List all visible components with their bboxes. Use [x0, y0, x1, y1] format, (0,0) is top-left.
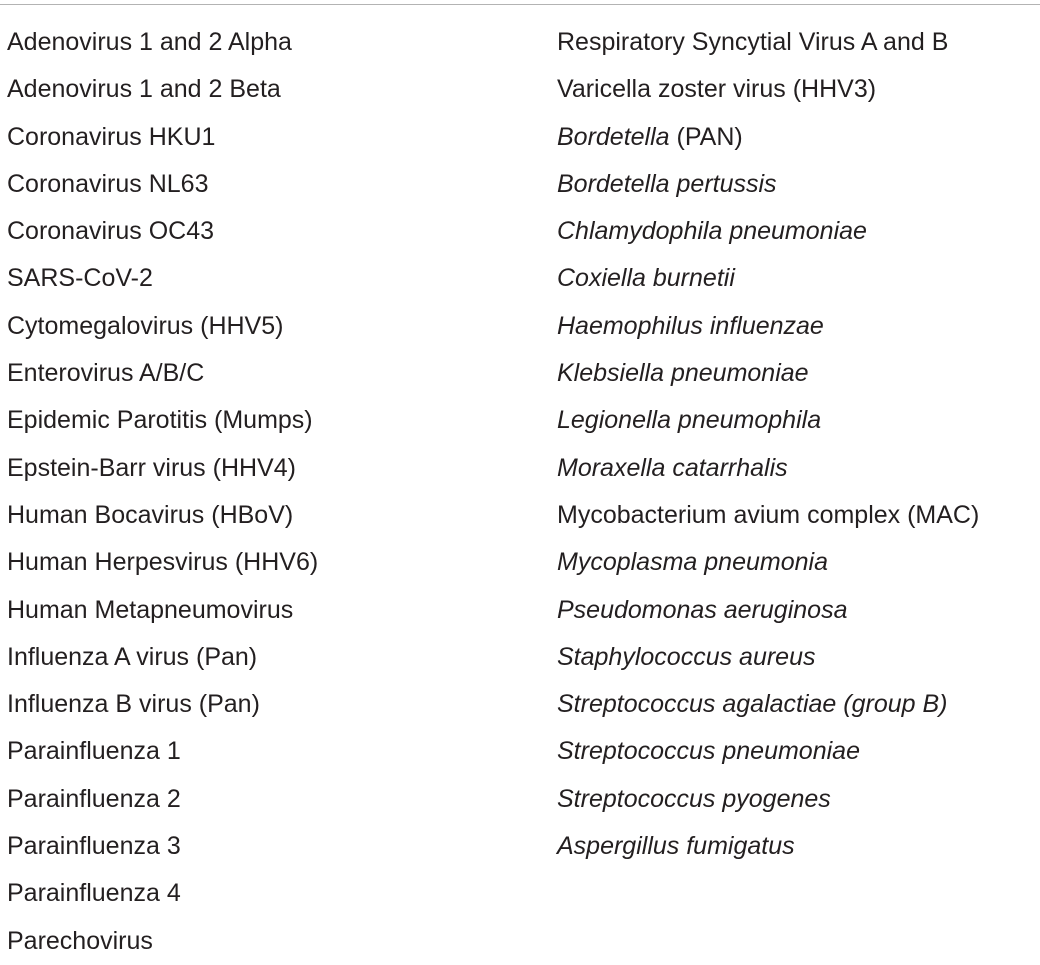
table-cell: Human Metapneumovirus [7, 595, 294, 624]
table-cell: Influenza A virus (Pan) [7, 642, 258, 671]
table-cell: Varicella zoster virus (HHV3) [557, 75, 877, 104]
table-cell: Legionella pneumophila [557, 406, 822, 435]
table-cell: Staphylococcus aureus [557, 642, 816, 671]
table-cell: Klebsiella pneumoniae [557, 359, 809, 388]
table-cell: Parainfluenza 3 [7, 832, 181, 861]
table-cell: Epstein-Barr virus (HHV4) [7, 453, 296, 482]
table-cell: Human Bocavirus (HBoV) [7, 500, 294, 529]
table-cell: Streptococcus pyogenes [557, 784, 831, 813]
table-cell: Influenza B virus (Pan) [7, 690, 260, 719]
table-cell: Aspergillus fumigatus [557, 832, 795, 861]
table-cell: Parechovirus [7, 926, 153, 955]
table-cell: Streptococcus pneumoniae [557, 737, 860, 766]
table-cell: Haemophilus influenzae [557, 311, 824, 340]
table-cell: Mycobacterium avium complex (MAC) [557, 500, 980, 529]
table-cell: Respiratory Syncytial Virus A and B [557, 28, 949, 56]
table-cell: Coronavirus HKU1 [7, 122, 216, 151]
table-cell: Coxiella burnetii [557, 264, 735, 293]
table-cell: Adenovirus 1 and 2 Alpha [7, 28, 292, 56]
left-column [7, 19, 547, 965]
table-cell: Parainfluenza 4 [7, 879, 181, 908]
table-cell [557, 114, 1040, 161]
table-cell: Coronavirus OC43 [7, 217, 215, 246]
table-cell: Moraxella catarrhalis [557, 453, 788, 482]
table-cell: Mycoplasma pneumonia [557, 548, 828, 577]
table-cell: Parainfluenza 2 [7, 784, 181, 813]
genus-qualifier: (PAN) [669, 122, 743, 151]
table-cell: Human Herpesvirus (HHV6) [7, 548, 319, 577]
table-cell: Adenovirus 1 and 2 Beta [7, 75, 281, 104]
table-cell: Enterovirus A/B/C [7, 359, 205, 388]
table-cell: Coronavirus NL63 [7, 169, 209, 198]
table-cell: SARS-CoV-2 [7, 264, 153, 293]
table-top-rule [0, 4, 1040, 5]
table-cell: Bordetella pertussis [557, 169, 777, 198]
table-cell: Chlamydophila pneumoniae [557, 217, 867, 246]
table-cell: Epidemic Parotitis (Mumps) [7, 406, 313, 435]
table-cell: Cytomegalovirus (HHV5) [7, 311, 284, 340]
table-cell: Pseudomonas aeruginosa [557, 595, 848, 624]
genus-name: Bordetella [557, 122, 670, 151]
table-cell: Streptococcus agalactiae (group B) [557, 690, 948, 719]
table-cell: Parainfluenza 1 [7, 737, 181, 766]
right-column [557, 19, 1040, 870]
